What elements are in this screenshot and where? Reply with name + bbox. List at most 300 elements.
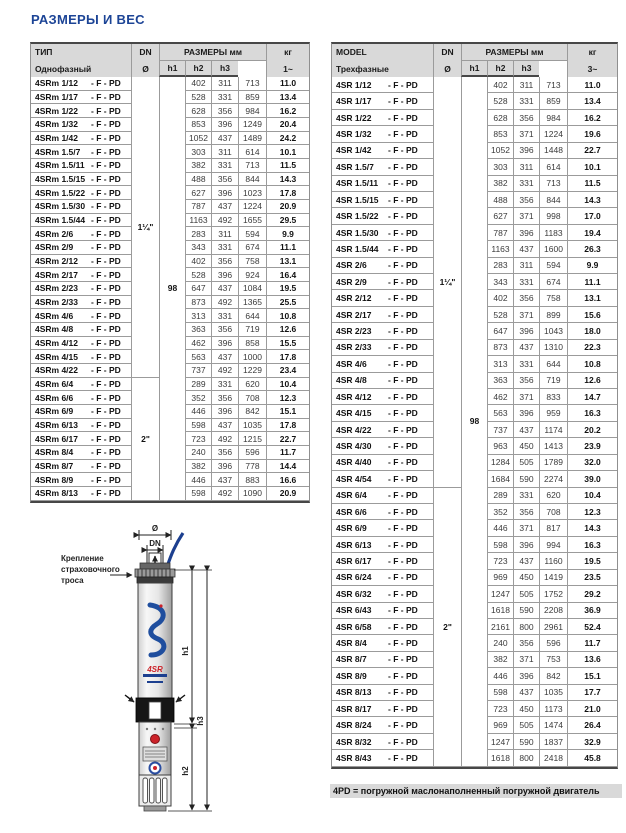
- dimension-cell: 528: [487, 307, 513, 323]
- roundel-center-icon: [153, 766, 157, 770]
- dimension-cell: 331: [211, 309, 238, 323]
- model-cell: 4SR 1.5/30 - F - PD: [332, 225, 433, 241]
- column-header-phase: 1~: [283, 63, 293, 74]
- dimension-cell: 356: [211, 391, 238, 405]
- model-cell: 4SRm 6/4 - F - PD: [31, 378, 131, 392]
- model-cell: 4SRm 4/15 - F - PD: [31, 350, 131, 364]
- dimension-cell: 737: [185, 364, 211, 378]
- intake-arrow-left-icon: [125, 695, 134, 702]
- rope-attachment-ring: [135, 569, 175, 577]
- model-cell: 4SR 2/17 - F - PD: [332, 307, 433, 323]
- dimension-cell: 331: [513, 176, 539, 192]
- kg-cell: 24.2: [266, 132, 309, 146]
- kg-cell: 19.5: [567, 553, 617, 569]
- dimension-cell: 713: [238, 159, 266, 173]
- dimension-cell: 614: [238, 145, 266, 159]
- model-cell: 4SR 1.5/22 - F - PD: [332, 208, 433, 224]
- kg-cell: 17.7: [567, 685, 617, 701]
- model-cell: 4SRm 1.5/30 - F - PD: [31, 200, 131, 214]
- dimension-cell: 528: [185, 268, 211, 282]
- right-table-body: [332, 77, 617, 767]
- dimension-cell: 2161: [487, 619, 513, 635]
- kg-cell: 10.4: [266, 378, 309, 392]
- dimension-cell: 859: [539, 93, 567, 109]
- model-cell: 4SRm 2/23 - F - PD: [31, 282, 131, 296]
- kg-cell: 10.1: [266, 145, 309, 159]
- kg-cell: 15.1: [567, 668, 617, 684]
- h1-dimension-label: h1: [181, 646, 190, 656]
- dimension-cell: 311: [211, 77, 238, 91]
- dimension-cell: 437: [513, 422, 539, 438]
- dimension-cell: 492: [211, 432, 238, 446]
- dimension-cell: 396: [211, 118, 238, 132]
- kg-cell: 14.7: [567, 389, 617, 405]
- h2-dimension-label: h2: [181, 766, 190, 776]
- kg-cell: 22.7: [266, 432, 309, 446]
- dimension-cell: 1229: [238, 364, 266, 378]
- kg-cell: 9.9: [266, 227, 309, 241]
- model-cell: 4SR 1/32 - F - PD: [332, 126, 433, 142]
- h3-dimension-label: h3: [196, 716, 205, 726]
- dimension-cell: 713: [539, 176, 567, 192]
- dimension-cell: 356: [211, 323, 238, 337]
- dimension-cell: 382: [185, 460, 211, 474]
- kg-cell: 14.4: [266, 460, 309, 474]
- dimension-cell: 283: [185, 227, 211, 241]
- column-header-h1: h1: [461, 61, 487, 78]
- kg-cell: 45.8: [567, 750, 617, 766]
- dn-group-cell: 2": [433, 488, 461, 767]
- dimension-cell: 594: [238, 227, 266, 241]
- column-header-h3: h3: [513, 61, 539, 78]
- column-header-dimensions: РАЗМЕРЫ мм: [461, 44, 567, 61]
- pump-body: [138, 583, 172, 698]
- logo-bar-icon: [143, 674, 167, 677]
- kg-cell: 22.3: [567, 340, 617, 356]
- kg-cell: 26.4: [567, 717, 617, 733]
- dimension-cell: 371: [513, 652, 539, 668]
- kg-cell: 20.2: [567, 422, 617, 438]
- dimension-cell: 723: [487, 701, 513, 717]
- dimension-cell: 778: [238, 460, 266, 474]
- model-cell: 4SR 4/54 - F - PD: [332, 471, 433, 487]
- model-cell: 4SRm 1/32 - F - PD: [31, 118, 131, 132]
- dimension-cell: 303: [487, 159, 513, 175]
- model-cell: 4SR 6/43 - F - PD: [332, 603, 433, 619]
- dimension-cell: 396: [211, 405, 238, 419]
- kg-cell: 21.0: [567, 701, 617, 717]
- dimension-cell: 331: [513, 488, 539, 504]
- dimension-cell: 620: [539, 488, 567, 504]
- dimension-cell: 984: [238, 104, 266, 118]
- dimension-cell: 437: [211, 282, 238, 296]
- kg-cell: 18.0: [567, 323, 617, 339]
- dimension-cell: 620: [238, 378, 266, 392]
- model-cell: 4SRm 1.5/11 - F - PD: [31, 159, 131, 173]
- dimension-cell: 1215: [238, 432, 266, 446]
- model-cell: 4SRm 2/12 - F - PD: [31, 255, 131, 269]
- dimension-cell: 396: [211, 186, 238, 200]
- model-cell: 4SR 2/23 - F - PD: [332, 323, 433, 339]
- dimension-cell: 492: [211, 296, 238, 310]
- dimension-cell: 1249: [238, 118, 266, 132]
- dimension-cell: 331: [513, 93, 539, 109]
- dimension-cell: 969: [487, 717, 513, 733]
- kg-cell: 12.6: [266, 323, 309, 337]
- dimension-cell: 402: [487, 290, 513, 306]
- dimension-cell: 1000: [238, 350, 266, 364]
- kg-cell: 19.4: [567, 225, 617, 241]
- dimension-cell: 396: [513, 668, 539, 684]
- dimension-cell: 492: [211, 487, 238, 501]
- kg-cell: 11.0: [567, 77, 617, 93]
- kg-cell: 16.3: [567, 537, 617, 553]
- model-cell: 4SR 6/24 - F - PD: [332, 570, 433, 586]
- model-cell: 4SRm 4/8 - F - PD: [31, 323, 131, 337]
- kg-cell: 25.5: [266, 296, 309, 310]
- dimension-cell: 437: [211, 419, 238, 433]
- kg-cell: 23.4: [266, 364, 309, 378]
- dimension-cell: 505: [513, 455, 539, 471]
- motor-base: [144, 806, 166, 811]
- model-cell: 4SRm 2/9 - F - PD: [31, 241, 131, 255]
- dimension-cell: 596: [539, 635, 567, 651]
- kg-cell: 16.6: [266, 473, 309, 487]
- dimension-cell: 647: [185, 282, 211, 296]
- dimension-cell: 528: [185, 91, 211, 105]
- model-cell: 4SR 8/24 - F - PD: [332, 717, 433, 733]
- model-cell: 4SRm 4/22 - F - PD: [31, 364, 131, 378]
- model-cell: 4SR 1.5/7 - F - PD: [332, 159, 433, 175]
- footnote: 4PD = погружной маслонаполненный погружной двигатель: [330, 784, 622, 798]
- kg-cell: 16.4: [266, 268, 309, 282]
- dimension-cell: 647: [487, 323, 513, 339]
- kg-cell: 13.1: [266, 255, 309, 269]
- dimension-cell: 331: [211, 378, 238, 392]
- kg-cell: 11.5: [567, 176, 617, 192]
- diameter-cell: 98: [159, 77, 185, 501]
- model-cell: 4SR 1/22 - F - PD: [332, 110, 433, 126]
- dimension-cell: 492: [211, 214, 238, 228]
- dimension-cell: 371: [513, 208, 539, 224]
- dimension-cell: 1618: [487, 603, 513, 619]
- model-cell: 4SRm 8/4 - F - PD: [31, 446, 131, 460]
- kg-cell: 16.3: [567, 405, 617, 421]
- model-cell: 4SR 1.5/44 - F - PD: [332, 241, 433, 257]
- dimension-cell: 758: [539, 290, 567, 306]
- dimension-cell: 787: [487, 225, 513, 241]
- dimension-cell: 2208: [539, 603, 567, 619]
- model-cell: 4SR 4/12 - F - PD: [332, 389, 433, 405]
- kg-cell: 13.4: [567, 93, 617, 109]
- dimension-cell: 331: [211, 241, 238, 255]
- dia-dimension-label: Ø: [151, 524, 159, 533]
- model-cell: 4SR 1/12 - F - PD: [332, 77, 433, 93]
- dimension-cell: 817: [539, 520, 567, 536]
- kg-cell: 10.8: [266, 309, 309, 323]
- dimension-cell: 1247: [487, 734, 513, 750]
- kg-cell: 52.4: [567, 619, 617, 635]
- kg-cell: 11.7: [567, 635, 617, 651]
- dimension-cell: 331: [211, 159, 238, 173]
- dimension-cell: 371: [513, 307, 539, 323]
- column-header-dimensions: РАЗМЕРЫ мм: [159, 44, 266, 61]
- dimension-cell: 1837: [539, 734, 567, 750]
- logo-dot-icon: [159, 604, 162, 607]
- head-band: [137, 577, 173, 583]
- dimension-cell: 331: [513, 274, 539, 290]
- dimension-cell: 446: [185, 405, 211, 419]
- dimension-cell: 240: [487, 635, 513, 651]
- model-cell: 4SR 6/4 - F - PD: [332, 488, 433, 504]
- model-cell: 4SR 8/17 - F - PD: [332, 701, 433, 717]
- dimension-cell: 1090: [238, 487, 266, 501]
- dimension-cell: 1684: [487, 471, 513, 487]
- dimension-cell: 842: [238, 405, 266, 419]
- dimension-cell: 853: [185, 118, 211, 132]
- dimension-cell: 708: [238, 391, 266, 405]
- model-cell: 4SRm 8/9 - F - PD: [31, 473, 131, 487]
- dimension-cell: 628: [487, 110, 513, 126]
- dimension-cell: 240: [185, 446, 211, 460]
- kg-cell: 17.0: [567, 208, 617, 224]
- column-header-type: ТИП Однофазный: [31, 44, 131, 77]
- dimension-cell: 644: [238, 309, 266, 323]
- dimension-cell: 396: [211, 268, 238, 282]
- model-cell: 4SRm 1/12 - F - PD: [31, 77, 131, 91]
- dimension-cell: 2274: [539, 471, 567, 487]
- dimension-cell: 356: [513, 192, 539, 208]
- dimension-cell: 437: [513, 685, 539, 701]
- dimension-cell: 396: [513, 323, 539, 339]
- dimension-cell: 1224: [238, 200, 266, 214]
- dimension-cell: 1247: [487, 586, 513, 602]
- dimension-cell: 1052: [487, 143, 513, 159]
- dimension-cell: 758: [238, 255, 266, 269]
- dimension-cell: 590: [513, 603, 539, 619]
- model-cell: 4SRm 2/6 - F - PD: [31, 227, 131, 241]
- dimension-cell: 311: [513, 159, 539, 175]
- dimension-cell: 598: [185, 419, 211, 433]
- dimension-cell: 598: [487, 685, 513, 701]
- intake-arrow-right-icon: [176, 695, 185, 702]
- column-header-dia: Ø: [444, 63, 451, 74]
- dimension-cell: 446: [487, 520, 513, 536]
- dimension-cell: 528: [487, 93, 513, 109]
- kg-cell: 11.7: [266, 446, 309, 460]
- model-cell: 4SRm 1/22 - F - PD: [31, 104, 131, 118]
- dimension-cell: 1789: [539, 455, 567, 471]
- single-phase-table: [30, 42, 310, 503]
- dimension-cell: 446: [487, 668, 513, 684]
- column-header-phase: 3~: [587, 63, 598, 74]
- dimension-cell: 1224: [539, 126, 567, 142]
- dimension-cell: 1310: [539, 340, 567, 356]
- dimension-cell: 1489: [238, 132, 266, 146]
- table-row: [31, 77, 309, 91]
- kg-cell: 22.7: [567, 143, 617, 159]
- dimension-cell: 1052: [185, 132, 211, 146]
- dimension-cell: 488: [185, 173, 211, 187]
- model-cell: 4SRm 1.5/44 - F - PD: [31, 214, 131, 228]
- model-cell: 4SR 1/42 - F - PD: [332, 143, 433, 159]
- dimension-cell: 356: [513, 635, 539, 651]
- dimension-cell: 644: [539, 356, 567, 372]
- dimension-cell: 289: [487, 488, 513, 504]
- kg-cell: 12.3: [266, 391, 309, 405]
- dimension-cell: 844: [238, 173, 266, 187]
- model-cell: 4SR 4/22 - F - PD: [332, 422, 433, 438]
- three-phase-table: [331, 42, 618, 769]
- model-cell: 4SR 2/12 - F - PD: [332, 290, 433, 306]
- kg-cell: 23.5: [567, 570, 617, 586]
- diameter-cell: 98: [461, 77, 487, 767]
- model-cell: 4SR 1.5/11 - F - PD: [332, 176, 433, 192]
- dimension-cell: 437: [513, 340, 539, 356]
- dimension-cell: 598: [185, 487, 211, 501]
- model-cell: 4SRm 1.5/22 - F - PD: [31, 186, 131, 200]
- intake-window: [149, 702, 161, 719]
- dimension-cell: 674: [238, 241, 266, 255]
- dimension-cell: 1365: [238, 296, 266, 310]
- model-cell: 4SRm 1/17 - F - PD: [31, 91, 131, 105]
- dimension-cell: 437: [513, 241, 539, 257]
- model-cell: 4SR 4/40 - F - PD: [332, 455, 433, 471]
- dimension-cell: 596: [238, 446, 266, 460]
- pump-series-label: 4SR: [147, 665, 163, 674]
- model-cell: 4SR 8/4 - F - PD: [332, 635, 433, 651]
- model-cell: 4SRm 4/12 - F - PD: [31, 337, 131, 351]
- kg-cell: 19.6: [567, 126, 617, 142]
- dimension-cell: 719: [238, 323, 266, 337]
- dimension-cell: 1618: [487, 750, 513, 766]
- dimension-cell: 356: [513, 504, 539, 520]
- dimension-cell: 402: [487, 77, 513, 93]
- dimension-cell: 737: [487, 422, 513, 438]
- dimension-cell: 382: [185, 159, 211, 173]
- kg-cell: 10.8: [567, 356, 617, 372]
- dn-group-cell: 2": [131, 378, 159, 501]
- model-cell: 4SR 6/6 - F - PD: [332, 504, 433, 520]
- dimension-cell: 1448: [539, 143, 567, 159]
- dimension-cell: 1419: [539, 570, 567, 586]
- dn-group-cell: 1¼": [131, 77, 159, 378]
- dimension-cell: 363: [487, 373, 513, 389]
- dimension-cell: 356: [513, 373, 539, 389]
- dimension-cell: 289: [185, 378, 211, 392]
- model-cell: 4SR 4/30 - F - PD: [332, 438, 433, 454]
- dimension-cell: 2418: [539, 750, 567, 766]
- dimension-cell: 563: [185, 350, 211, 364]
- model-cell: 4SR 6/58 - F - PD: [332, 619, 433, 635]
- dimension-cell: 713: [238, 77, 266, 91]
- kg-cell: 14.3: [567, 192, 617, 208]
- model-cell: 4SR 6/32 - F - PD: [332, 586, 433, 602]
- dimension-cell: 873: [185, 296, 211, 310]
- column-header-dia: Ø: [142, 63, 149, 74]
- dimension-cell: 371: [513, 126, 539, 142]
- dimension-cell: 311: [513, 258, 539, 274]
- model-cell: 4SRm 4/6 - F - PD: [31, 309, 131, 323]
- kg-cell: 23.9: [567, 438, 617, 454]
- dn-group-cell: 1¼": [433, 77, 461, 488]
- kg-cell: 32.0: [567, 455, 617, 471]
- brand-text-icon: [147, 681, 163, 683]
- kg-cell: 39.0: [567, 471, 617, 487]
- dimension-cell: 614: [539, 159, 567, 175]
- dimension-cell: 590: [513, 734, 539, 750]
- dimension-cell: 753: [539, 652, 567, 668]
- model-cell: 4SR 4/6 - F - PD: [332, 356, 433, 372]
- model-cell: 4SR 8/7 - F - PD: [332, 652, 433, 668]
- dimension-cell: 787: [185, 200, 211, 214]
- model-cell: 4SR 8/32 - F - PD: [332, 734, 433, 750]
- dimension-cell: 492: [211, 364, 238, 378]
- dimension-cell: 924: [238, 268, 266, 282]
- dimension-cell: 844: [539, 192, 567, 208]
- kg-cell: 32.9: [567, 734, 617, 750]
- dimension-cell: 1163: [487, 241, 513, 257]
- dimension-cell: 628: [185, 104, 211, 118]
- kg-cell: 12.3: [567, 504, 617, 520]
- dimension-cell: 363: [185, 323, 211, 337]
- model-cell: 4SRm 1/42 - F - PD: [31, 132, 131, 146]
- vent-dot-icon: [154, 728, 156, 730]
- dimension-cell: 437: [211, 132, 238, 146]
- dimension-cell: 396: [513, 225, 539, 241]
- dimension-cell: 963: [487, 438, 513, 454]
- model-cell: 4SRm 2/33 - F - PD: [31, 296, 131, 310]
- model-cell: 4SRm 1.5/7 - F - PD: [31, 145, 131, 159]
- model-cell: 4SR 1.5/15 - F - PD: [332, 192, 433, 208]
- dimension-cell: 437: [211, 200, 238, 214]
- pump-head-cap: [140, 563, 170, 569]
- kg-cell: 19.5: [266, 282, 309, 296]
- model-cell: 4SR 6/17 - F - PD: [332, 553, 433, 569]
- rope-attachment-annotation: Крепление страховочного троса: [61, 554, 120, 585]
- table-row: [332, 77, 617, 93]
- power-cable: [167, 533, 183, 567]
- model-cell: 4SR 8/9 - F - PD: [332, 668, 433, 684]
- dimension-cell: 959: [539, 405, 567, 421]
- vent-dot-icon: [162, 728, 164, 730]
- kg-cell: 13.4: [266, 91, 309, 105]
- dimension-cell: 313: [487, 356, 513, 372]
- model-cell: 4SRm 8/13 - F - PD: [31, 487, 131, 501]
- kg-cell: 17.8: [266, 350, 309, 364]
- dimension-cell: 356: [211, 104, 238, 118]
- dimension-cell: 1413: [539, 438, 567, 454]
- dimension-cell: 402: [185, 255, 211, 269]
- model-cell: 4SR 1/17 - F - PD: [332, 93, 433, 109]
- dimension-cell: 450: [513, 701, 539, 717]
- column-header-dn: DN Ø: [433, 44, 461, 77]
- column-header-kg: кг 1~: [266, 44, 309, 77]
- dimension-cell: 627: [487, 208, 513, 224]
- model-cell: 4SR 2/6 - F - PD: [332, 258, 433, 274]
- dimension-cell: 2961: [539, 619, 567, 635]
- dimension-cell: 723: [185, 432, 211, 446]
- dimension-cell: 598: [487, 537, 513, 553]
- dimension-cell: 994: [539, 537, 567, 553]
- motor-badge-icon: [151, 735, 160, 744]
- model-cell: 4SR 2/9 - F - PD: [332, 274, 433, 290]
- model-cell: 4SRm 2/17 - F - PD: [31, 268, 131, 282]
- dimension-cell: 505: [513, 586, 539, 602]
- column-header-h2: h2: [185, 61, 211, 78]
- column-header-h1: h1: [159, 61, 185, 78]
- dimension-cell: 674: [539, 274, 567, 290]
